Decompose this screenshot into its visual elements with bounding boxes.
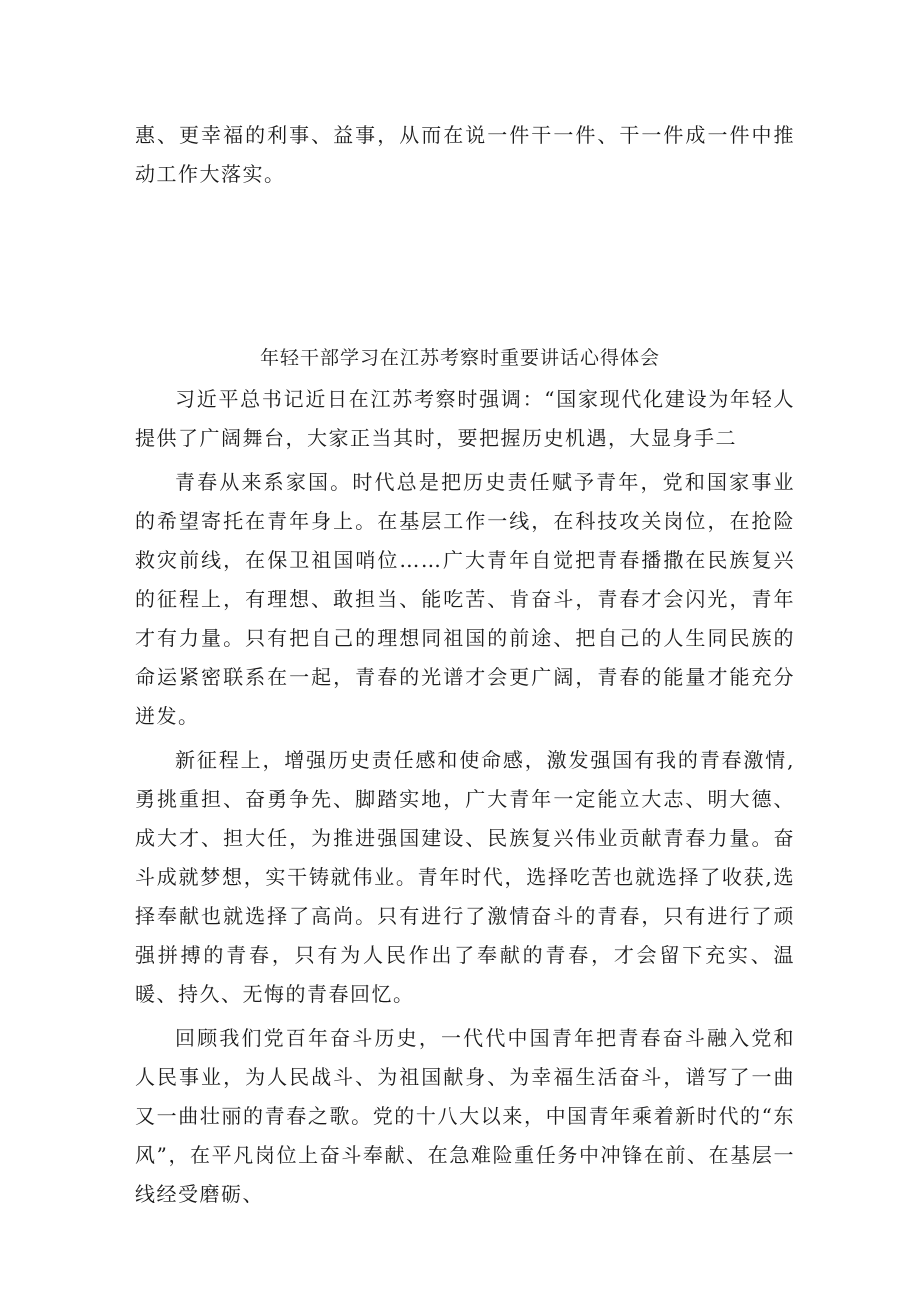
- article-title: 年轻干部学习在江苏考察时重要讲话心得体会: [259, 347, 660, 369]
- body-paragraph-2: 青春从来系家国。时代总是把历史责任赋予青年，党和国家事业的希望寄托在青年身上。在基层工作一线，在科技攻关岗位，在抢险救灾前线，在保卫祖国哨位……广大青年自觉把青春播撒在民族复兴的征程上，有理想、敢担当、能吃苦、肯奋斗，青春才会闪光，青年才有力量。只有把自己的理想同祖国的前途、把自己的人生同民族的命运紧密联系在一起，青春的光谱才会更广阔，青春的能量才能充分迸发。: [135, 470, 795, 728]
- article-body: [135, 380, 795, 1214]
- body-paragraph-4: 回顾我们党百年奋斗历史，一代代中国青年把青春奋斗融入党和人民事业，为人民战斗、为祖国献身、为幸福生活奋斗，谱写了一曲又一曲壮丽的青春之歌。党的十八大以来，中国青年乘着新时代的“东风”，在平凡岗位上奋斗奉献、在急难险重任务中冲锋在前、在基层一线经受磨砺、: [135, 1026, 795, 1206]
- intro-paragraph: 惠、更幸福的利事、益事，从而在说一件干一件、干一件成一件中推动工作大落实。: [135, 123, 795, 186]
- intro-section: [135, 116, 795, 194]
- body-paragraph-3: 新征程上，增强历史责任感和使命感，激发强国有我的青春激情,勇挑重担、奋勇争先、脚踏实地，广大青年一定能立大志、明大德、成大才、担大任，为推进强国建设、民族复兴伟业贡献青春力量。奋斗成就梦想，实干铸就伟业。青年时代，选择吃苦也就选择了收获,选择奉献也就选择了高尚。只有进行了激情奋斗的青春，只有进行了顽强拼搏的青春，只有为人民作出了奉献的青春，才会留下充实、温暖、持久、无悔的青春回忆。: [135, 748, 795, 1006]
- body-paragraph-1: 习近平总书记近日在江苏考察时强调：“国家现代化建设为年轻人提供了广阔舞台，大家正当其时，要把握历史机遇，大显身手二: [135, 387, 795, 450]
